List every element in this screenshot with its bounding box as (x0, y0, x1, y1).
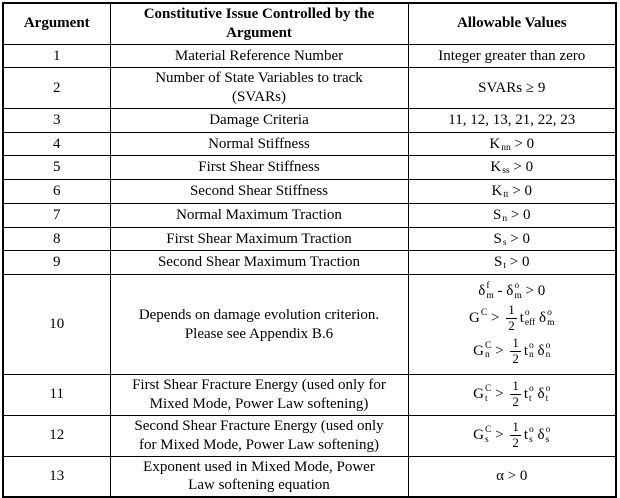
argument-cell: 10 (3, 275, 110, 375)
subscript: s (485, 434, 489, 445)
issue-cell (110, 108, 408, 132)
subscript: s (502, 237, 507, 248)
symbol-base: S (492, 206, 502, 223)
formula-text: > (491, 427, 508, 444)
symbol-with-scripts (538, 385, 551, 404)
fraction-denominator: 2 (512, 394, 519, 410)
argument-cell: 4 (3, 132, 110, 156)
arguments-table (2, 2, 617, 498)
formula-line (412, 302, 613, 335)
subscript: ss (502, 166, 510, 177)
table-row (3, 203, 616, 227)
superscript: o (529, 340, 534, 351)
symbol-with-scripts (520, 309, 536, 328)
symbol-base: δ (506, 283, 514, 300)
subscript: t (485, 393, 488, 404)
superscript: o (514, 281, 520, 292)
symbol-with-scripts (539, 309, 554, 328)
issue-line: First Shear Maximum Traction (166, 230, 352, 247)
symbol-base: K (490, 159, 502, 176)
table-row (3, 108, 616, 132)
issue-cell (110, 44, 408, 68)
value-cell (408, 132, 616, 156)
table-row (3, 456, 616, 497)
issue-cell (110, 375, 408, 416)
argument-cell: 13 (3, 456, 110, 497)
fraction (510, 336, 521, 367)
table-row (3, 180, 616, 204)
symbol-with-scripts (489, 135, 510, 154)
symbol-with-scripts (491, 182, 508, 201)
symbol-base: S (493, 230, 502, 247)
table-row (3, 156, 616, 180)
formula-line (412, 419, 613, 452)
fraction (510, 379, 521, 410)
issue-cell (110, 456, 408, 497)
argument-cell: 11 (3, 375, 110, 416)
issue-cell (110, 180, 408, 204)
symbol-base: G (473, 427, 485, 444)
header-argument: Argument (3, 3, 110, 44)
issue-cell (110, 203, 408, 227)
table-row (3, 68, 616, 109)
scripts-stack (501, 135, 511, 154)
issue-line: Normal Stiffness (208, 135, 310, 152)
value-cell (408, 456, 616, 497)
issue-cell (110, 156, 408, 180)
subscript: t (529, 393, 532, 404)
scripts-stack (514, 282, 521, 301)
subscript: eff (524, 317, 536, 328)
scripts-stack (546, 342, 551, 361)
formula-text: > 0 (509, 159, 534, 176)
table-row (3, 227, 616, 251)
subscript: t (503, 261, 506, 272)
value-cell (408, 68, 616, 109)
symbol-with-scripts (538, 426, 551, 445)
issue-line: Please see Appendix B.6 (184, 325, 334, 342)
superscript: o (545, 425, 551, 435)
argument-cell: 6 (3, 180, 110, 204)
formula-text: > 0 (506, 254, 530, 271)
symbol-with-scripts (490, 158, 509, 177)
value-cell (408, 375, 616, 416)
symbol-with-scripts (493, 230, 506, 249)
subscript: nn (501, 142, 511, 153)
superscript: o (524, 308, 530, 319)
symbol-with-scripts (538, 342, 551, 361)
issue-cell (110, 275, 408, 375)
subscript: n (485, 350, 490, 361)
symbol-base: t (519, 310, 524, 327)
issue-line: Material Reference Number (174, 47, 344, 64)
symbol-base: G (473, 343, 485, 360)
value-cell (408, 227, 616, 251)
scripts-stack (502, 158, 509, 177)
argument-cell: 7 (3, 203, 110, 227)
formula-line (412, 335, 613, 368)
symbol-with-scripts (494, 253, 506, 272)
issue-cell (110, 68, 408, 109)
subscript: m (514, 290, 522, 301)
header-constitutive-issue: Constitutive Issue Controlled by the Argument (110, 3, 408, 44)
argument-cell: 5 (3, 156, 110, 180)
formula-text: > 0 (510, 135, 535, 152)
formula-text: > 0 (521, 283, 546, 300)
fraction (510, 420, 521, 451)
symbol-with-scripts (524, 342, 534, 361)
formula-line (412, 181, 613, 202)
symbol-with-scripts (478, 282, 493, 301)
issue-line: Damage Criteria (209, 111, 309, 128)
superscript: o (545, 384, 551, 395)
symbol-base: K (489, 135, 501, 152)
subscript: tt (503, 190, 509, 201)
table-row (3, 375, 616, 416)
issue-line: Mixed Mode, Power Law softening) (149, 395, 369, 412)
argument-cell: 1 (3, 44, 110, 68)
superscript: o (529, 384, 534, 395)
formula-text: 11, 12, 13, 21, 22, 23 (448, 111, 576, 128)
superscript: f (486, 281, 490, 292)
subscript: n (502, 213, 508, 224)
superscript: C (480, 308, 488, 319)
superscript: C (485, 425, 492, 435)
formula-line (412, 252, 613, 273)
symbol-base: t (523, 386, 528, 403)
formula-text: > (491, 343, 508, 360)
fraction (506, 303, 517, 334)
formula-text: > (491, 386, 508, 403)
fraction-numerator: 1 (512, 378, 519, 394)
value-cell (408, 44, 616, 68)
fraction-numerator: 1 (508, 302, 515, 318)
symbol-base: G (469, 310, 480, 327)
issue-cell (110, 415, 408, 456)
formula-text: α > 0 (496, 467, 528, 484)
symbol-with-scripts (524, 426, 534, 445)
formula-line (412, 281, 613, 302)
issue-line: Second Shear Stiffness (189, 183, 329, 199)
issue-line: (SVARs) (232, 89, 286, 105)
table-row (3, 275, 616, 375)
header-allowable-values: Allowable Values (408, 3, 616, 44)
formula-line (412, 78, 613, 99)
argument-cell: 12 (3, 415, 110, 456)
symbol-with-scripts (473, 342, 491, 361)
subscript: m (486, 290, 494, 301)
value-cell (408, 180, 616, 204)
symbol-base: δ (478, 283, 486, 300)
table-row (3, 44, 616, 68)
value-cell (408, 108, 616, 132)
formula-line (412, 134, 613, 155)
formula-text: > (487, 310, 504, 327)
value-cell (408, 275, 616, 375)
symbol-base: G (473, 386, 485, 403)
symbol-with-scripts (493, 206, 507, 225)
argument-cell: 3 (3, 108, 110, 132)
table-body (3, 44, 616, 497)
symbol-with-scripts (524, 385, 534, 404)
issue-line: Law softening equation (188, 477, 330, 494)
formula-text: > 0 (507, 206, 531, 223)
symbol-with-scripts (469, 309, 487, 328)
value-cell (408, 156, 616, 180)
scripts-stack (525, 309, 535, 328)
symbol-with-scripts (473, 385, 491, 404)
issue-cell (110, 227, 408, 251)
symbol-with-scripts (473, 426, 491, 445)
formula-text: > 0 (506, 230, 530, 247)
subscript: t (545, 393, 549, 404)
subscript: s (529, 434, 533, 445)
formula-line (412, 157, 613, 178)
symbol-base: δ (537, 427, 545, 444)
symbol-base: S (494, 254, 503, 271)
symbol-base: t (523, 427, 528, 444)
symbol-base: t (523, 343, 528, 360)
argument-cell: 2 (3, 68, 110, 109)
symbol-base: δ (537, 386, 545, 403)
issue-line: Second Shear Maximum Traction (157, 254, 361, 271)
formula-line (412, 229, 613, 250)
subscript: n (529, 350, 534, 361)
symbol-base: K (491, 183, 503, 199)
subscript: s (545, 434, 550, 445)
table-row (3, 132, 616, 156)
symbol-base: δ (537, 343, 545, 360)
table-row (3, 251, 616, 275)
superscript: C (485, 384, 492, 395)
issue-cell (110, 251, 408, 275)
superscript: o (547, 308, 552, 319)
scripts-stack (546, 385, 551, 404)
fraction-denominator: 2 (512, 350, 519, 366)
symbol-base: δ (538, 310, 547, 327)
fraction-denominator: 2 (508, 318, 515, 334)
symbol-with-scripts (506, 282, 521, 301)
table-row (3, 415, 616, 456)
formula-line (412, 46, 613, 67)
subscript: m (547, 317, 555, 328)
formula-text: Integer greater than zero (438, 47, 586, 64)
issue-line: Second Shear Fracture Energy (used only (134, 417, 384, 434)
issue-line: Exponent used in Mixed Mode, Power (143, 458, 375, 475)
header-row (3, 3, 616, 44)
formula-line (412, 110, 613, 131)
scripts-stack (486, 282, 493, 301)
issue-line: Number of State Variables to track (155, 70, 363, 87)
value-cell (408, 415, 616, 456)
value-cell (408, 203, 616, 227)
subscript: n (545, 350, 551, 361)
formula-line (412, 378, 613, 411)
superscript: C (485, 340, 492, 351)
argument-cell: 9 (3, 251, 110, 275)
issue-line: First Shear Stiffness (198, 159, 320, 176)
formula-text: SVARs ≥ 9 (478, 79, 546, 96)
issue-line: Normal Maximum Traction (176, 206, 342, 223)
fraction-denominator: 2 (512, 435, 519, 450)
formula-text: > 0 (508, 183, 533, 199)
issue-line: First Shear Fracture Energy (used only for (132, 377, 386, 393)
table-header (3, 3, 616, 44)
scripts-stack (546, 426, 551, 445)
argument-cell: 8 (3, 227, 110, 251)
superscript: o (529, 425, 534, 435)
formula-text: - (493, 283, 507, 300)
value-cell (408, 251, 616, 275)
fraction-numerator: 1 (512, 335, 519, 350)
formula-line (412, 205, 613, 226)
formula-line (412, 466, 613, 487)
issue-line: for Mixed Mode, Power Law softening) (139, 436, 379, 453)
fraction-numerator: 1 (512, 419, 519, 435)
scripts-stack (547, 309, 554, 328)
issue-line: Depends on damage evolution criterion. (138, 306, 380, 323)
superscript: o (545, 340, 551, 351)
issue-cell (110, 132, 408, 156)
